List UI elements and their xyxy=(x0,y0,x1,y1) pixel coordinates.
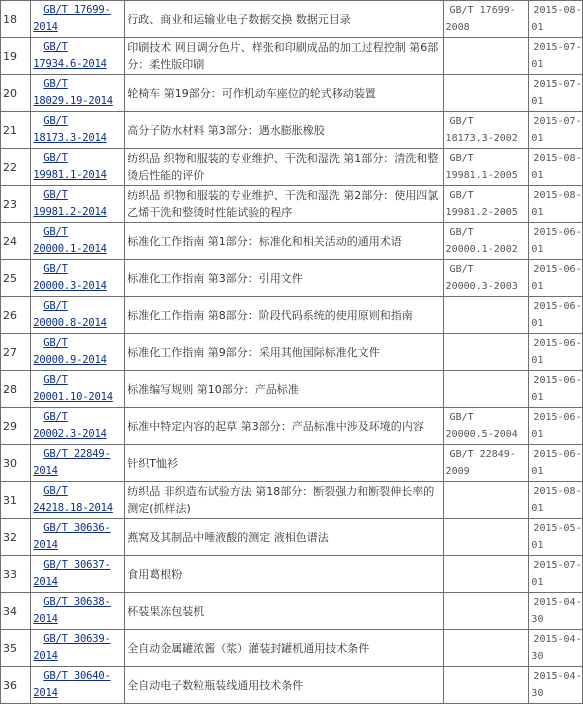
standard-code-link[interactable] xyxy=(33,668,122,702)
effective-date-line2: 01 xyxy=(531,96,544,107)
standard-code-link[interactable] xyxy=(33,520,122,554)
standard-code-line1: GB/T xyxy=(43,41,68,53)
effective-date-cell xyxy=(529,519,583,556)
standard-code-line2: 20000.3-2014 xyxy=(33,280,107,292)
effective-date-line1: 2015-07- xyxy=(533,560,582,571)
standard-code-link[interactable] xyxy=(33,113,122,147)
standard-code-line1: GB/T xyxy=(43,300,68,312)
replaced-standard-line1: GB/T xyxy=(449,264,474,275)
table-row xyxy=(1,223,583,260)
effective-date-line2: 30 xyxy=(531,688,544,699)
standard-code-line2: 2014 xyxy=(33,613,58,625)
row-number: 18 xyxy=(1,1,31,38)
effective-date-line1: 2015-06- xyxy=(533,375,582,386)
standard-code-line2: 2014 xyxy=(33,576,58,588)
replaced-standard-cell xyxy=(443,223,529,260)
standard-title: 轮椅车 第19部分：可作机动车座位的轮式移动装置 xyxy=(125,75,443,112)
table-row xyxy=(1,1,583,38)
replaced-standard-line1: GB/T xyxy=(449,116,474,127)
row-number: 26 xyxy=(1,297,31,334)
standard-title: 燕窝及其制品中唾液酸的测定 液相色谱法 xyxy=(125,519,443,556)
effective-date-line1: 2015-06- xyxy=(533,264,582,275)
row-number: 28 xyxy=(1,371,31,408)
effective-date-line1: 2015-06- xyxy=(533,301,582,312)
standard-title: 纺织品 织物和服装的专业维护、干洗和湿洗 第1部分：清洗和整烫后性能的评价 xyxy=(125,149,443,186)
effective-date-cell xyxy=(529,667,583,704)
effective-date-cell xyxy=(529,371,583,408)
standard-code-line1: GB/T xyxy=(43,411,68,423)
effective-date-line2: 01 xyxy=(531,244,544,255)
effective-date-line2: 01 xyxy=(531,170,544,181)
standard-code-line1: GB/T 30640- xyxy=(43,670,111,682)
replaced-standard-cell xyxy=(443,445,529,482)
row-number: 32 xyxy=(1,519,31,556)
effective-date-line2: 01 xyxy=(531,429,544,440)
standard-code-cell xyxy=(31,223,125,260)
standard-title: 标准化工作指南 第8部分：阶段代码系统的使用原则和指南 xyxy=(125,297,443,334)
effective-date-line1: 2015-06- xyxy=(533,449,582,460)
standard-code-line1: GB/T xyxy=(43,189,68,201)
standard-code-line2: 20000.1-2014 xyxy=(33,243,107,255)
row-number: 33 xyxy=(1,556,31,593)
replaced-standard-cell xyxy=(443,38,529,75)
effective-date-line1: 2015-08- xyxy=(533,153,582,164)
row-number: 34 xyxy=(1,593,31,630)
replaced-standard-line2: 20000.1-2002 xyxy=(445,244,518,255)
standard-title: 标准化工作指南 第3部分：引用文件 xyxy=(125,260,443,297)
effective-date-cell xyxy=(529,186,583,223)
standard-title: 标准编写规则 第10部分：产品标准 xyxy=(125,371,443,408)
standard-code-line1: GB/T xyxy=(43,337,68,349)
standard-code-link[interactable] xyxy=(33,224,122,258)
row-number: 21 xyxy=(1,112,31,149)
effective-date-line1: 2015-08- xyxy=(533,5,582,16)
standard-code-link[interactable] xyxy=(33,76,122,110)
replaced-standard-line1: GB/T xyxy=(449,412,474,423)
effective-date-line1: 2015-04- xyxy=(533,671,582,682)
standard-code-line2: 24218.18-2014 xyxy=(33,502,113,514)
standard-title: 全自动电子数粒瓶装线通用技术条件 xyxy=(125,667,443,704)
effective-date-line2: 01 xyxy=(531,59,544,70)
standard-code-cell xyxy=(31,75,125,112)
table-row xyxy=(1,519,583,556)
effective-date-line1: 2015-06- xyxy=(533,227,582,238)
standard-code-link[interactable] xyxy=(33,446,122,480)
table-row xyxy=(1,334,583,371)
table-row xyxy=(1,482,583,519)
row-number: 30 xyxy=(1,445,31,482)
standard-code-link[interactable] xyxy=(33,335,122,369)
row-number: 20 xyxy=(1,75,31,112)
table-row xyxy=(1,667,583,704)
table-row xyxy=(1,38,583,75)
standard-code-line2: 18173.3-2014 xyxy=(33,132,107,144)
row-number: 22 xyxy=(1,149,31,186)
table-row xyxy=(1,260,583,297)
replaced-standard-cell xyxy=(443,482,529,519)
effective-date-cell xyxy=(529,149,583,186)
table-row xyxy=(1,371,583,408)
replaced-standard-cell xyxy=(443,297,529,334)
standard-title: 全自动金属罐浓酱（浆）灌装封罐机通用技术条件 xyxy=(125,630,443,667)
effective-date-cell xyxy=(529,482,583,519)
row-number: 35 xyxy=(1,630,31,667)
replaced-standard-cell xyxy=(443,371,529,408)
standard-title: 印刷技术 网目调分色片、样张和印刷成品的加工过程控制 第6部分：柔性版印刷 xyxy=(125,38,443,75)
effective-date-cell xyxy=(529,1,583,38)
standard-code-line2: 20001.10-2014 xyxy=(33,391,113,403)
effective-date-cell xyxy=(529,630,583,667)
standard-code-cell xyxy=(31,149,125,186)
effective-date-line1: 2015-04- xyxy=(533,634,582,645)
standard-title: 高分子防水材料 第3部分：遇水膨胀橡胶 xyxy=(125,112,443,149)
effective-date-line1: 2015-04- xyxy=(533,597,582,608)
standard-code-cell xyxy=(31,445,125,482)
standard-code-link[interactable] xyxy=(33,150,122,184)
standard-code-cell xyxy=(31,1,125,38)
standard-code-line1: GB/T xyxy=(43,226,68,238)
effective-date-cell xyxy=(529,445,583,482)
row-number: 29 xyxy=(1,408,31,445)
standard-code-line1: GB/T 30638- xyxy=(43,596,111,608)
standard-code-cell xyxy=(31,371,125,408)
table-row xyxy=(1,297,583,334)
effective-date-cell xyxy=(529,556,583,593)
standard-code-cell xyxy=(31,482,125,519)
effective-date-line1: 2015-07- xyxy=(533,42,582,53)
effective-date-line1: 2015-07- xyxy=(533,116,582,127)
replaced-standard-cell xyxy=(443,408,529,445)
effective-date-line1: 2015-08- xyxy=(533,486,582,497)
effective-date-cell xyxy=(529,223,583,260)
effective-date-line2: 01 xyxy=(531,392,544,403)
standard-code-cell xyxy=(31,186,125,223)
table-row xyxy=(1,112,583,149)
standard-code-line2: 2014 xyxy=(33,21,58,33)
standard-code-cell xyxy=(31,112,125,149)
standard-code-link[interactable] xyxy=(33,372,122,406)
effective-date-cell xyxy=(529,593,583,630)
effective-date-line2: 01 xyxy=(531,207,544,218)
effective-date-cell xyxy=(529,408,583,445)
row-number: 24 xyxy=(1,223,31,260)
standard-title: 标准化工作指南 第9部分：采用其他国际标准化文件 xyxy=(125,334,443,371)
standard-title: 食用葛根粉 xyxy=(125,556,443,593)
standard-code-link[interactable] xyxy=(33,594,122,628)
standard-code-line2: 2014 xyxy=(33,687,58,699)
standard-code-line1: GB/T 30636- xyxy=(43,522,111,534)
effective-date-line2: 01 xyxy=(531,133,544,144)
replaced-standard-cell xyxy=(443,186,529,223)
replaced-standard-line1: GB/T xyxy=(449,227,474,238)
standard-code-line1: GB/T xyxy=(43,374,68,386)
standard-code-line2: 19981.2-2014 xyxy=(33,206,107,218)
standard-code-cell xyxy=(31,630,125,667)
effective-date-line1: 2015-05- xyxy=(533,523,582,534)
standard-code-cell xyxy=(31,519,125,556)
standard-code-line2: 18029.19-2014 xyxy=(33,95,113,107)
standard-code-cell xyxy=(31,408,125,445)
standard-title: 标准中特定内容的起草 第3部分：产品标准中涉及环境的内容 xyxy=(125,408,443,445)
standard-code-line1: GB/T 17699- xyxy=(43,4,111,16)
standards-table-body xyxy=(1,1,583,704)
standard-code-cell xyxy=(31,38,125,75)
effective-date-line2: 01 xyxy=(531,466,544,477)
table-row xyxy=(1,630,583,667)
standard-code-cell xyxy=(31,297,125,334)
effective-date-line2: 30 xyxy=(531,651,544,662)
standard-code-line1: GB/T 30637- xyxy=(43,559,111,571)
standard-code-line1: GB/T xyxy=(43,263,68,275)
standard-code-link[interactable] xyxy=(33,557,122,591)
table-row xyxy=(1,186,583,223)
row-number: 19 xyxy=(1,38,31,75)
effective-date-line2: 01 xyxy=(531,281,544,292)
replaced-standard-line1: GB/T xyxy=(449,153,474,164)
effective-date-line2: 01 xyxy=(531,355,544,366)
standard-code-line1: GB/T xyxy=(43,115,68,127)
standard-code-line2: 20002.3-2014 xyxy=(33,428,107,440)
standard-code-line2: 2014 xyxy=(33,465,58,477)
standard-code-line2: 17934.6-2014 xyxy=(33,58,107,70)
table-row xyxy=(1,556,583,593)
standard-title: 纺织品 织物和服装的专业维护、干洗和湿洗 第2部分：使用四氯乙烯干洗和整烫时性能试验的程序 xyxy=(125,186,443,223)
standard-code-cell xyxy=(31,667,125,704)
standard-code-link[interactable] xyxy=(33,2,122,36)
replaced-standard-line2: 19981.1-2005 xyxy=(445,170,518,181)
standard-title: 杯装果冻包装机 xyxy=(125,593,443,630)
replaced-standard-line2: 19981.2-2005 xyxy=(445,207,518,218)
standard-code-link[interactable] xyxy=(33,261,122,295)
replaced-standard-line2: 20000.5-2004 xyxy=(445,429,518,440)
replaced-standard-cell xyxy=(443,149,529,186)
standard-code-cell xyxy=(31,260,125,297)
replaced-standard-cell xyxy=(443,667,529,704)
effective-date-line1: 2015-08- xyxy=(533,190,582,201)
effective-date-cell xyxy=(529,297,583,334)
table-row xyxy=(1,149,583,186)
standard-code-link[interactable] xyxy=(33,187,122,221)
standard-code-link[interactable] xyxy=(33,39,122,73)
effective-date-line2: 01 xyxy=(531,22,544,33)
row-number: 25 xyxy=(1,260,31,297)
replaced-standard-line2: 2009 xyxy=(445,466,470,477)
standard-title: 针织T恤衫 xyxy=(125,445,443,482)
effective-date-line2: 01 xyxy=(531,577,544,588)
standard-title: 行政、商业和运输业电子数据交换 数据元目录 xyxy=(125,1,443,38)
standard-code-line1: GB/T 30639- xyxy=(43,633,111,645)
replaced-standard-cell xyxy=(443,556,529,593)
standard-code-line2: 2014 xyxy=(33,539,58,551)
replaced-standard-line2: 2008 xyxy=(445,22,470,33)
standard-code-line1: GB/T xyxy=(43,78,68,90)
standard-code-line2: 2014 xyxy=(33,650,58,662)
standard-code-link[interactable] xyxy=(33,483,122,517)
standard-code-link[interactable] xyxy=(33,409,122,443)
effective-date-line1: 2015-06- xyxy=(533,412,582,423)
replaced-standard-cell xyxy=(443,593,529,630)
replaced-standard-cell xyxy=(443,630,529,667)
standard-code-link[interactable] xyxy=(33,631,122,665)
table-row xyxy=(1,445,583,482)
standard-code-line2: 20000.9-2014 xyxy=(33,354,107,366)
effective-date-cell xyxy=(529,75,583,112)
standard-code-cell xyxy=(31,556,125,593)
effective-date-line2: 01 xyxy=(531,540,544,551)
standard-title: 纺织品 非织造布试验方法 第18部分：断裂强力和断裂伸长率的测定(抓样法) xyxy=(125,482,443,519)
standard-code-line1: GB/T xyxy=(43,152,68,164)
replaced-standard-cell xyxy=(443,1,529,38)
standard-code-line1: GB/T 22849- xyxy=(43,448,111,460)
standard-title: 标准化工作指南 第1部分：标准化和相关活动的通用术语 xyxy=(125,223,443,260)
effective-date-line2: 01 xyxy=(531,503,544,514)
replaced-standard-cell xyxy=(443,112,529,149)
replaced-standard-line1: GB/T 17699- xyxy=(449,5,516,16)
replaced-standard-cell xyxy=(443,519,529,556)
replaced-standard-cell xyxy=(443,260,529,297)
replaced-standard-line2: 20000.3-2003 xyxy=(445,281,518,292)
row-number: 36 xyxy=(1,667,31,704)
row-number: 31 xyxy=(1,482,31,519)
effective-date-cell xyxy=(529,334,583,371)
table-row xyxy=(1,408,583,445)
standard-code-link[interactable] xyxy=(33,298,122,332)
effective-date-line1: 2015-06- xyxy=(533,338,582,349)
effective-date-line2: 01 xyxy=(531,318,544,329)
row-number: 23 xyxy=(1,186,31,223)
replaced-standard-cell xyxy=(443,75,529,112)
standard-code-cell xyxy=(31,593,125,630)
row-number: 27 xyxy=(1,334,31,371)
effective-date-cell xyxy=(529,260,583,297)
effective-date-cell xyxy=(529,112,583,149)
standard-code-line2: 20000.8-2014 xyxy=(33,317,107,329)
standard-code-line2: 19981.1-2014 xyxy=(33,169,107,181)
standard-code-cell xyxy=(31,334,125,371)
effective-date-line2: 30 xyxy=(531,614,544,625)
table-row xyxy=(1,593,583,630)
standard-code-line1: GB/T xyxy=(43,485,68,497)
effective-date-line1: 2015-07- xyxy=(533,79,582,90)
effective-date-cell xyxy=(529,38,583,75)
replaced-standard-cell xyxy=(443,334,529,371)
replaced-standard-line1: GB/T 22849- xyxy=(449,449,516,460)
table-row xyxy=(1,75,583,112)
replaced-standard-line2: 18173.3-2002 xyxy=(445,133,518,144)
replaced-standard-line1: GB/T xyxy=(449,190,474,201)
